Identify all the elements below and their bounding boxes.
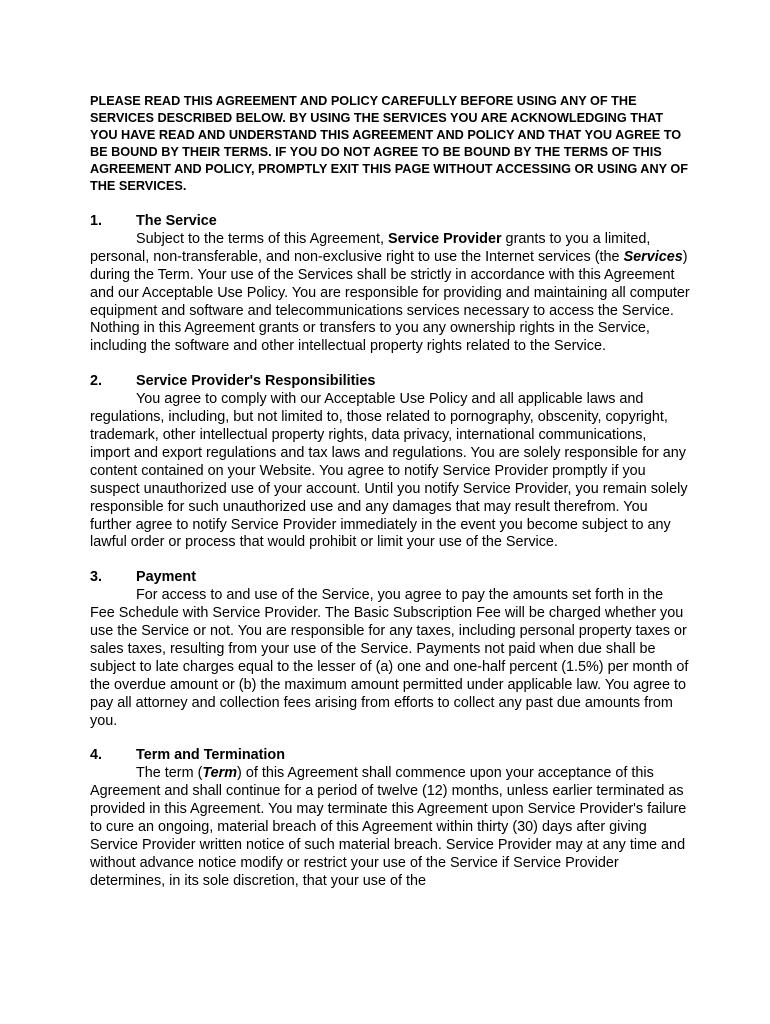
- section-body: For access to and use of the Service, you agree to pay the amounts set forth in the Fee Schedule with Service Provider. The Basic Subscription Fee will be charged whether you use the Service or not. You are responsible for any taxes, including personal property taxes or sales taxes, resulting from your use of the Service. Payments not paid when due shall be subject to late charges equal to the lesser of (a) one and one-half percent (1.5%) per month of the overdue amount or (b) the maximum amount permitted under applicable law. You agree to pay all attorney and collection fees arising from efforts to collect any past due amounts from you.: [90, 587, 689, 729]
- section-title: Term and Termination: [136, 747, 285, 764]
- section-title: Payment: [136, 569, 196, 586]
- body-text-bold: Service Provider: [387, 230, 502, 247]
- section-number: 3.: [90, 569, 103, 586]
- section-payment: [90, 569, 690, 730]
- section-number: 1.: [90, 213, 103, 229]
- body-text: The term (: [136, 765, 203, 782]
- section-term-and-termination: [90, 747, 690, 890]
- body-text: ) during the Term. Your use of the Services shall be strictly in accordance with this Agreement and our Acceptable Use Policy. You are responsible for providing and maintaining all computer equipment and software and telecommunications services necessary to access the Service. Nothing in this Agreement grants or transfers to you any ownership rights in the Service, including the software and other intellectual property rights related to the Service.: [90, 248, 690, 355]
- body-text-bold-italic: Services: [623, 248, 683, 265]
- preamble-notice: PLEASE READ THIS AGREEMENT AND POLICY CAREFULLY BEFORE USING ANY OF THE SERVICES DESCRIBED BELOW. BY USING THE SERVICES YOU ARE ACKNOWLEDGING THAT YOU HAVE READ AND UNDERSTAND THIS AGREEMENT AND POLICY AND THAT YOU AGREE TO BE BOUND BY THEIR TERMS. IF YOU DO NOT AGREE TO BE BOUND BY THE TERMS OF THIS AGREEMENT AND POLICY, PROMPTLY EXIT THIS PAGE WITHOUT ACCESSING OR USING ANY OF THE SERVICES.: [90, 94, 689, 193]
- body-text: grants to you a limited, personal, non-transferable, and non-exclusive right to use the Internet services (the: [90, 230, 651, 265]
- section-number: 2.: [90, 373, 103, 390]
- section-heading: [90, 569, 690, 587]
- section-body: You agree to comply with our Acceptable Use Policy and all applicable laws and regulations, including, but not limited to, those related to pornography, obscenity, copyright, trademark, other intellectual property rights, data privacy, international communications, import and export regulations and tax laws and regulations. You are solely responsible for any content contained on your Website. You agree to notify Service Provider promptly if you suspect unauthorized use of your account. Until you notify Service Provider, you remain solely responsible for such unauthorized use and any damages that may result therefrom. You further agree to notify Service Provider immediately in the event you become subject to any lawful order or process that would prohibit or limit your use of the Service.: [90, 391, 688, 551]
- body-text-bold-italic: Term: [202, 765, 238, 782]
- section-service-provider-responsibilities: [90, 373, 690, 552]
- body-text: ) of this Agreement shall commence upon your acceptance of this Agreement and shall continue for a period of twelve (12) months, unless earlier terminated as provided in this Agreement. You may terminate this Agreement upon Service Provider's failure to cure an ongoing, material breach of this Agreement within thirty (30) days after giving Service Provider written notice of such material breach. Service Provider may at any time and without advance notice modify or restrict your use of the Service if Service Provider determines, in its sole discretion, that your use of the: [90, 765, 687, 889]
- section-heading: [90, 213, 690, 231]
- section-body: [90, 765, 690, 890]
- section-number: 4.: [90, 747, 103, 764]
- section-heading: [90, 747, 690, 765]
- section-title: Service Provider's Responsibilities: [136, 373, 376, 390]
- section-the-service: [90, 213, 690, 356]
- agreement-document: [90, 93, 690, 908]
- body-text: Subject to the terms of this Agreement,: [136, 230, 388, 247]
- section-body: [90, 231, 690, 356]
- section-title: The Service: [136, 213, 217, 229]
- section-heading: [90, 373, 690, 391]
